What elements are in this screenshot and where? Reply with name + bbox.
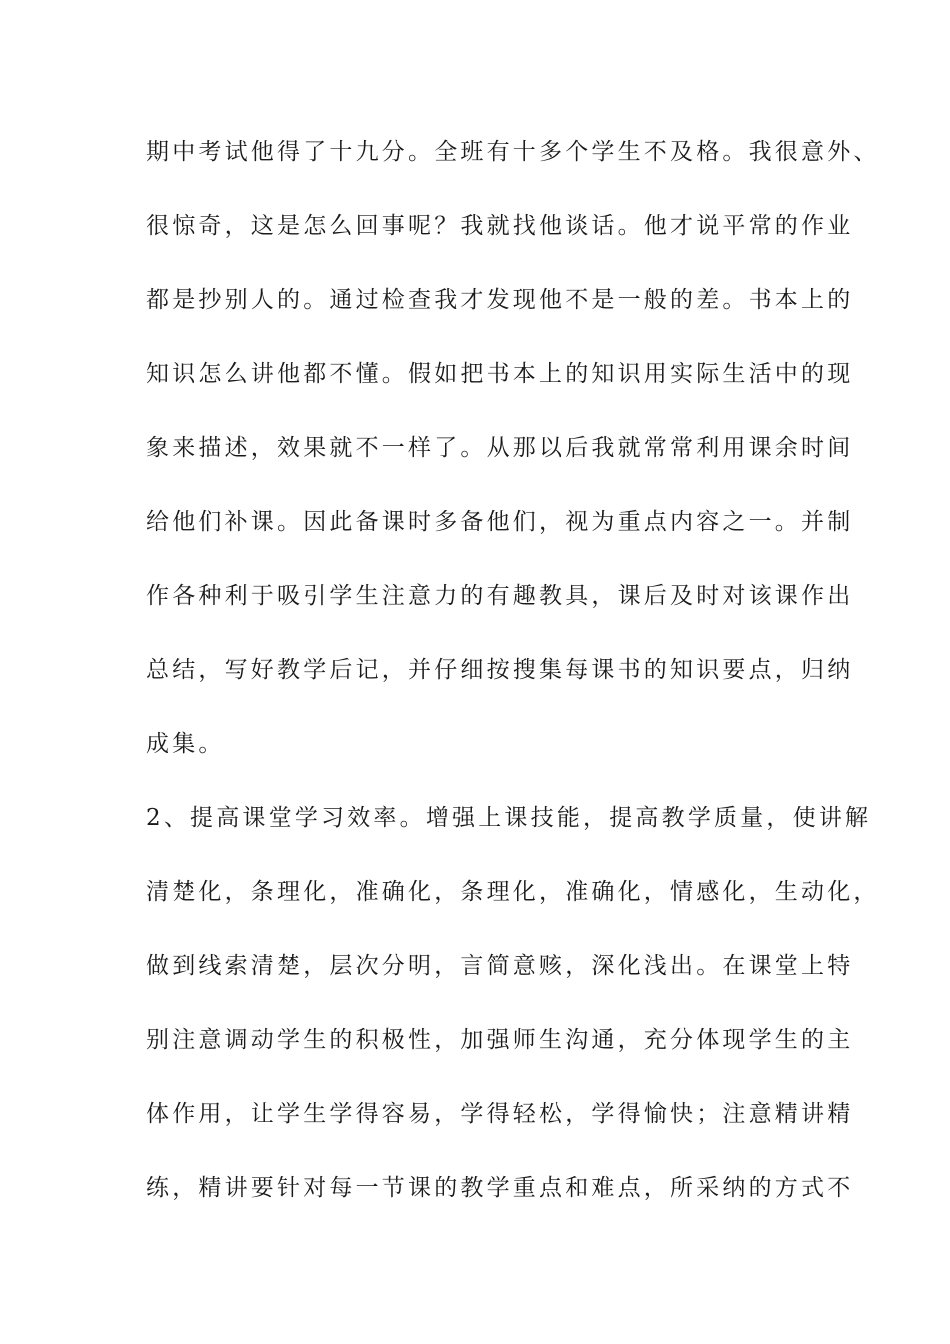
text-line: 体作用，让学生学得容易，学得轻松，学得愉快；注意精讲精 [146, 1101, 854, 1127]
text-line: 象来描述，效果就不一样了。从那以后我就常常利用课余时间 [146, 435, 854, 461]
text-line: 都是抄别人的。通过检查我才发现他不是一般的差。书本上的 [146, 287, 854, 313]
text-line: 期中考试他得了十九分。全班有十多个学生不及格。我很意外、 [146, 139, 880, 165]
text-line: 别注意调动学生的积极性，加强师生沟通，充分体现学生的主 [146, 1027, 854, 1053]
text-line: 作各种利于吸引学生注意力的有趣教具，课后及时对该课作出 [146, 583, 854, 609]
text-line: 成集。 [146, 731, 225, 757]
text-line: 给他们补课。因此备课时多备他们，视为重点内容之一。并制 [146, 509, 854, 535]
text-line: 清楚化，条理化，准确化，条理化，准确化，情感化，生动化， [146, 879, 880, 905]
text-line: 做到线索清楚，层次分明，言简意赅，深化浅出。在课堂上特 [146, 953, 854, 979]
text-line: 2、提高课堂学习效率。增强上课技能，提高教学质量，使讲解 [146, 805, 872, 831]
text-line: 练，精讲要针对每一节课的教学重点和难点，所采纳的方式不 [146, 1175, 854, 1201]
text-line: 知识怎么讲他都不懂。假如把书本上的知识用实际生活中的现 [146, 361, 854, 387]
text-line: 总结，写好教学后记，并仔细按搜集每课书的知识要点，归纳 [146, 657, 854, 683]
text-line: 很惊奇，这是怎么回事呢？我就找他谈话。他才说平常的作业 [146, 213, 854, 239]
